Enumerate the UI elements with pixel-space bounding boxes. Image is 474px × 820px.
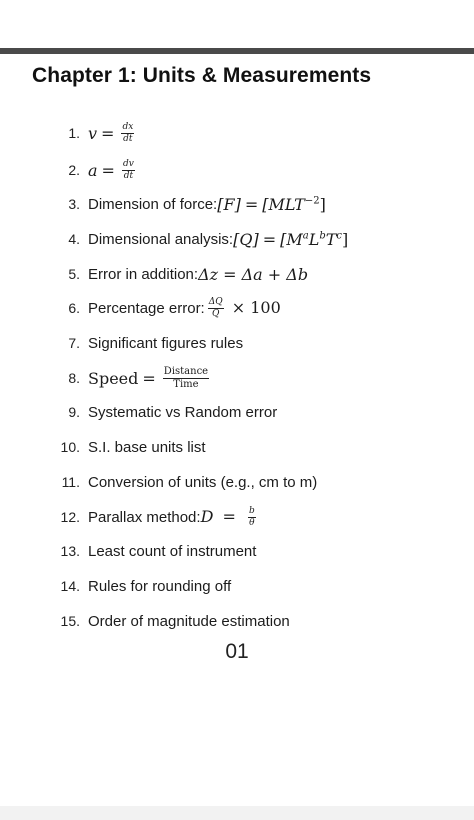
- item-formula: $\frac{\Delta Q}{Q}$ × 100: [208, 296, 281, 319]
- list-item: [0, 502, 474, 532]
- page-number: 01: [225, 640, 249, 663]
- item-label: Error in addition:: [88, 265, 199, 283]
- fraction: $\frac{\Delta Q}{Q}$: [208, 296, 223, 319]
- item-formula: Δz = Δa + Δb: [198, 264, 309, 284]
- item-number: 6.: [68, 300, 80, 316]
- fraction: $\frac{dx}{dt}$: [122, 121, 134, 144]
- item-number: 5.: [68, 266, 80, 282]
- item-label: Order of magnitude estimation: [88, 612, 290, 630]
- list-item: [0, 467, 474, 497]
- list-item: [0, 189, 474, 219]
- item-label: Systematic vs Random error: [88, 403, 278, 421]
- list-item: [0, 293, 474, 323]
- item-label: Conversion of units (e.g., cm to m): [88, 473, 318, 491]
- item-formula: Speed = $\frac{\text{Distance}}{\text{Time}}$: [88, 365, 209, 390]
- list-item: [0, 328, 474, 358]
- top-margin: [0, 0, 474, 48]
- item-label: Percentage error:: [88, 299, 205, 317]
- list-item: [0, 118, 474, 148]
- list-item: [0, 397, 474, 427]
- list-item: [0, 536, 474, 566]
- list-item: [0, 155, 474, 185]
- header-rule: [0, 48, 474, 54]
- item-number: 13.: [60, 543, 80, 559]
- item-formula: a = $\frac{dv}{dt}$: [88, 158, 134, 181]
- item-label: Significant figures rules: [88, 334, 244, 352]
- bottom-margin: [0, 806, 474, 820]
- item-number: 8.: [68, 370, 80, 386]
- item-formula: $[Q] = [M^aL^bT^c]$: [233, 229, 349, 249]
- list-item: [0, 571, 474, 601]
- item-number: 9.: [68, 404, 80, 420]
- item-formula: $[F] = [MLT^{-2}]$: [217, 194, 326, 214]
- item-number: 7.: [68, 335, 80, 351]
- item-text: [88, 195, 326, 214]
- item-text: [88, 507, 259, 528]
- list-item: [0, 363, 474, 393]
- item-text: [88, 298, 281, 319]
- item-text: [88, 230, 348, 249]
- item-formula: v = $\frac{dx}{dt}$: [88, 121, 134, 144]
- item-number: 1.: [68, 125, 80, 141]
- item-label: Rules for rounding off: [88, 577, 232, 595]
- item-formula: D = $\frac{b}{\theta}$: [200, 505, 255, 528]
- item-number: 2.: [68, 162, 80, 178]
- item-number: 10.: [60, 439, 80, 455]
- list-item: [0, 606, 474, 636]
- fraction: $\frac{dv}{dt}$: [122, 158, 134, 181]
- fraction: $\frac{b}{\theta}$: [248, 505, 255, 528]
- item-label: S.I. base units list: [88, 438, 206, 456]
- item-text: [88, 265, 308, 284]
- item-number: 11.: [61, 474, 80, 490]
- item-number: 4.: [68, 231, 80, 247]
- item-number: 3.: [68, 196, 80, 212]
- item-label: Least count of instrument: [88, 542, 257, 560]
- item-number: 15.: [60, 613, 80, 629]
- item-number: 14.: [60, 578, 80, 594]
- item-label: Parallax method:: [88, 508, 201, 526]
- item-label: Dimensional analysis:: [88, 230, 234, 248]
- fraction: $\frac{\text{Distance}}{\text{Time}}$: [163, 365, 209, 390]
- list-item: [0, 259, 474, 289]
- item-number: 12.: [60, 509, 80, 525]
- list-item: [0, 432, 474, 462]
- item-label: Dimension of force:: [88, 195, 218, 213]
- list-item: [0, 224, 474, 254]
- chapter-title: Chapter 1: Units & Measurements: [32, 64, 372, 87]
